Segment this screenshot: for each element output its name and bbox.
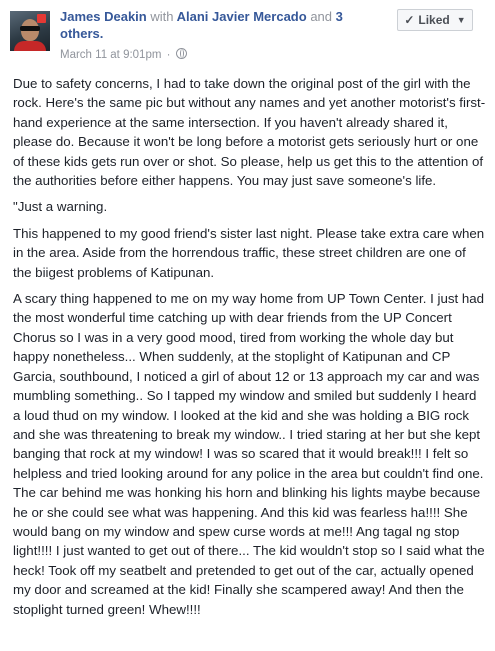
post-paragraph: A scary thing happened to me on my way home from UP Town Center. I just had the most wonderful time catching up with dear friends from the UP Concert Chorus so I was in a very good mood, tired from working the whole day but happy nonetheless... When suddenly, at the stoplight of Katipunan and CP Garcia, southbound, I noticed a girl of about 12 or 13 approach my car and was mumbling something.. So I tapped my window and smiled but suddenly I heard a loud thud on my window. I looked at the kid and she was holding a BIG rock and she was threatening to break my window.. I tried staring at her but she kept banging that rock at my window! I was so scared that it would break!!! I felt so helpless and tried looking around for any police in the area but couldn't find one. The car behind me was honking his horn and blinking his lights maybe because he or she could see what was happening. And this kid was fearless ha!!!! She would bang on my window and spew curse words at me!!! Ang tagal ng stop light!!!! I just wanted to get out of there... The kid wouldn't stop so I said what the heck! Took off my seatbelt and pretended to get out of the car, actually opened my door and screamed at the kid! Finally she scampered away! And then the stoplight turned green! Whew!!!! — [13, 291, 485, 617]
liked-button[interactable] — [397, 9, 473, 31]
post-header — [8, 8, 487, 64]
post-timestamp[interactable]: March 11 at 9:01pm — [60, 49, 162, 61]
post-paragraph: "Just a warning. — [13, 199, 108, 215]
post-meta — [60, 48, 187, 61]
caret-down-icon: ▼ — [456, 15, 466, 25]
check-icon: ✓ — [404, 13, 415, 27]
with-text: with — [150, 9, 174, 24]
author-name-link[interactable]: James Deakin — [60, 9, 147, 24]
and-text: and — [310, 9, 333, 24]
post-paragraph: Due to safety concerns, I had to take down the original post of the girl with the rock. Here's the same pic but without any names and yet another motorist's first-hand experience at the same intersection. If you haven't already shared it, please do. Because it won't be long before a motorist gets seriously hurt or one of these kids gets run over or shot. So please, help us get this to the attention of the authorities before either happens. You may just save someone's life. — [13, 76, 486, 189]
avatar-logo — [37, 14, 46, 23]
globe-icon[interactable] — [176, 48, 187, 59]
others-link[interactable]: 3 others. — [60, 9, 343, 41]
meta-separator: · — [166, 49, 171, 61]
avatar-sunglasses — [20, 26, 40, 31]
post-body — [13, 74, 486, 626]
avatar-shirt — [14, 41, 46, 51]
post-attribution — [60, 8, 380, 42]
tagged-person-link[interactable]: Alani Javier Mercado — [176, 9, 307, 24]
post-paragraph: This happened to my good friend's sister last night. Please take extra care when in the area. Aside from the horrendous traffic, these street children are one of the biigest problems of Katipunan. — [13, 225, 485, 280]
liked-button-label: Liked — [418, 13, 450, 27]
author-avatar[interactable] — [10, 11, 50, 51]
